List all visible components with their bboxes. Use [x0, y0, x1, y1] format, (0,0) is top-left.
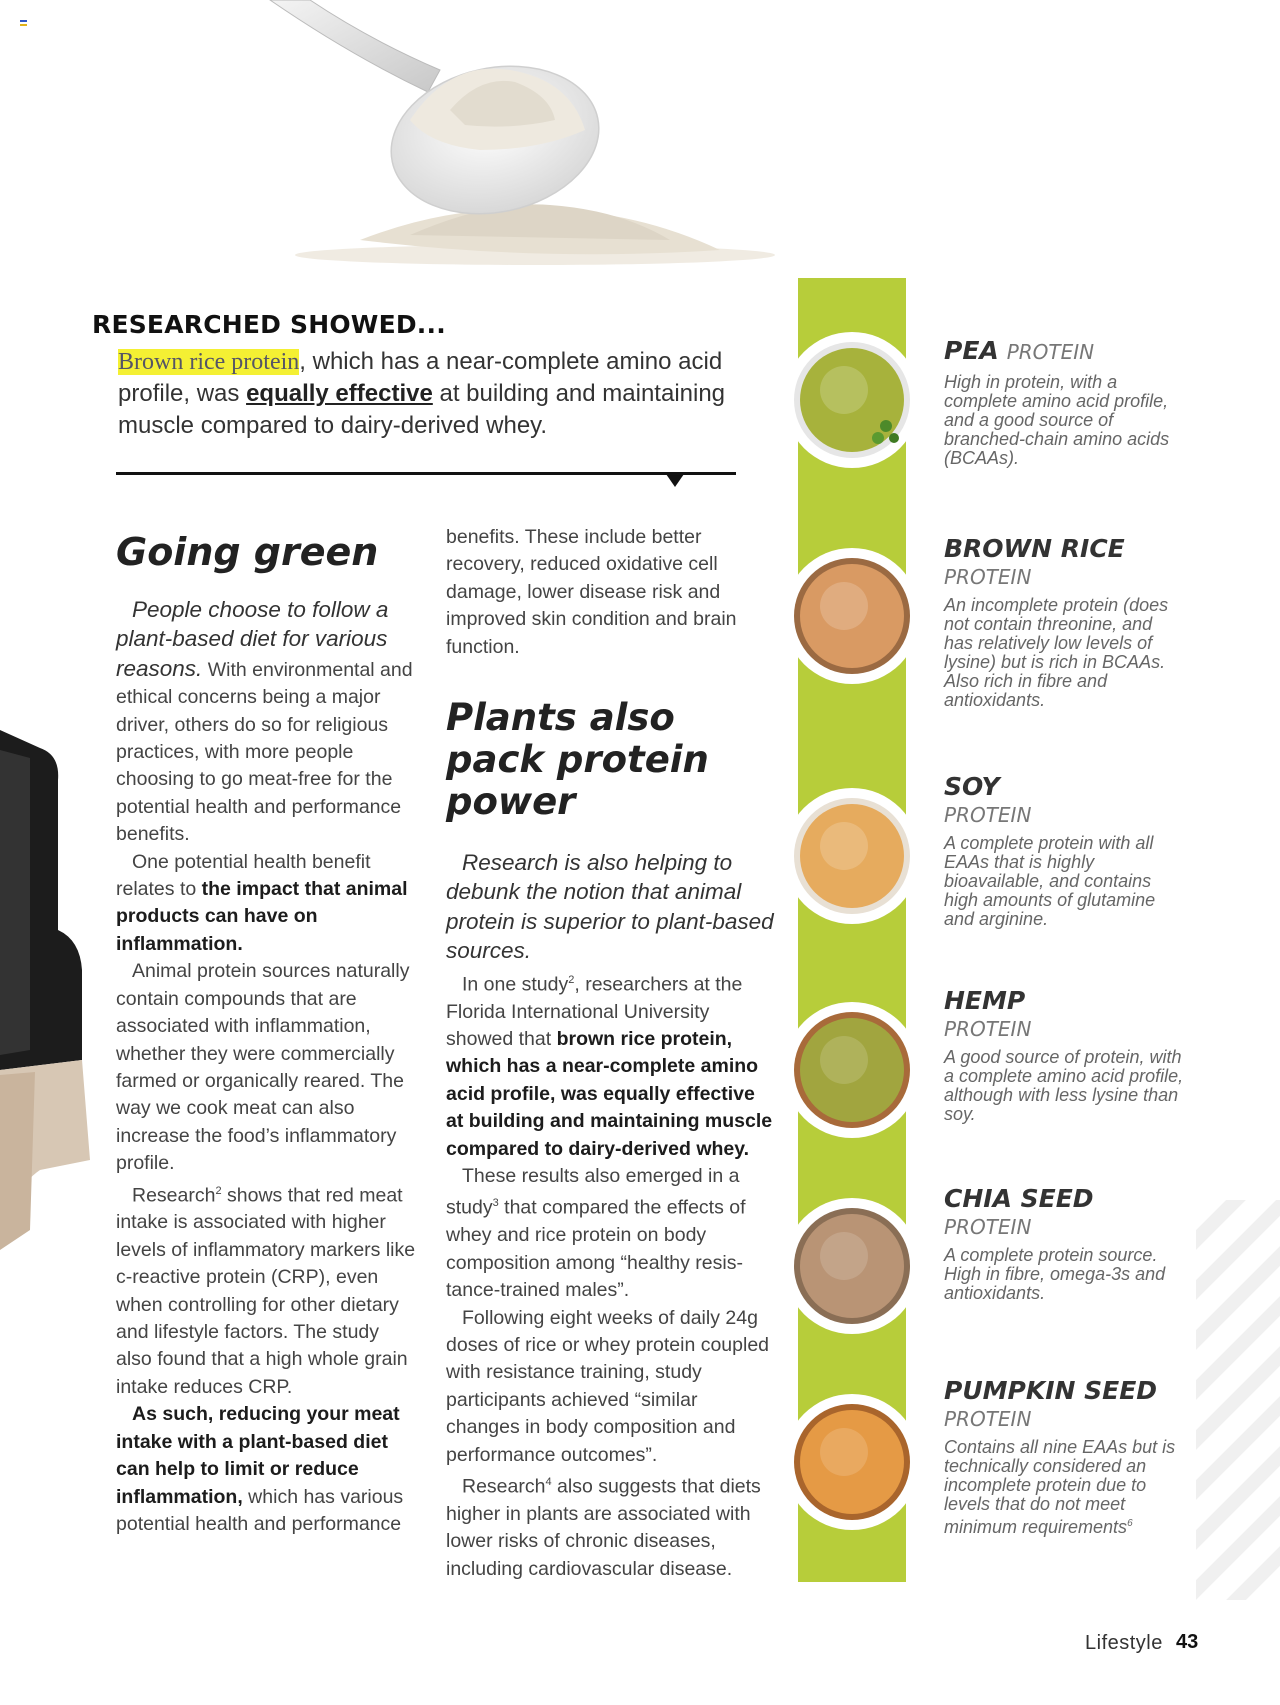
- protein-description: A complete protein with all EAAs that is highly bioavailable, and contains high amounts of glutamine and arginine.: [944, 833, 1156, 929]
- col2-p1-text-a: In one study: [462, 973, 569, 996]
- col1-paragraph-3: Animal protein sources naturally contain compounds that are associated with inflammation, whether they were commercially farmed or organically reared. The way we cook meat can also increase the food’s inflammatory profile.: [116, 960, 410, 1175]
- decorative-stripes: [1196, 1200, 1280, 1600]
- col2-p1-footnote: 2: [568, 973, 575, 986]
- protein-suffix: PROTEIN: [944, 803, 1032, 827]
- col2-p2-text-b: that compared the effects of whey and rice protein on body composition among “healthy resis-tance-trained males”.: [446, 1196, 746, 1302]
- protein-title: [944, 1376, 1184, 1432]
- down-arrow-icon: [666, 474, 684, 487]
- protein-name: HEMP: [944, 986, 1026, 1015]
- protein-item-hemp: [944, 986, 1184, 1124]
- researched-showed-body: [118, 346, 758, 442]
- researched-text-2: at building and maintaining muscle compared to dairy-derived whey.: [118, 380, 726, 439]
- col2-paragraph-3: Following eight weeks of daily 24g doses of rice or whey protein coupled with resistance training, study participants achieved “similar changes in body composition and performance outcomes”.: [446, 1306, 770, 1466]
- protein-description: A good source of protein, with a complete amino acid profile, although with less lysine than soy.: [944, 1047, 1184, 1124]
- col1-paragraph-4: [116, 1178, 416, 1402]
- chia-seed-protein-bowl-image: [782, 1196, 922, 1336]
- col2-paragraph-0: benefits. These include better recovery, reduced oxidative cell damage, lower disease risk and improved skin condition and brain function.: [446, 526, 737, 658]
- col1-p5-text: which has various potential health and performance: [116, 1485, 404, 1535]
- col1-paragraph-5: [116, 1401, 416, 1538]
- col2-p4-text-a: Research: [462, 1475, 546, 1498]
- col1-p4-text-a: Research: [132, 1184, 216, 1207]
- going-green-heading: Going green: [116, 530, 379, 574]
- protein-title: [944, 986, 1184, 1042]
- col1-p4-text-b: shows that red meat intake is associated with higher levels of inflammatory markers like c-reactive protein (CRP), even when controlling for other dietary and lifestyle factors. The study also found that a high whole grain intake reduces CRP.: [116, 1184, 416, 1398]
- col1-paragraph-1: [116, 596, 416, 849]
- col2-p2-footnote: 3: [492, 1197, 499, 1210]
- col1-p2-bold: the impact that animal products can have on inflammation.: [116, 878, 408, 955]
- col1-p1-text: With environmental and ethical concerns being a major driver, others do so for religious practices, with more people choosing to go meat-free for the potential health and performance benefits.: [116, 658, 413, 846]
- col1-p5-bold: As such, reducing your meat intake with a plant-based diet can help to limit or reduce inflammation,: [116, 1403, 400, 1508]
- pumpkin-seed-protein-bowl-image: [782, 1392, 922, 1532]
- col2-p4-footnote: 4: [545, 1475, 552, 1488]
- protein-description: [944, 1438, 1184, 1537]
- protein-title: [944, 336, 1184, 367]
- page-number: 43: [1176, 1631, 1199, 1653]
- protein-item-brown-rice: [944, 534, 1184, 710]
- col1-lead: People choose to follow a plant-based diet for various reasons.: [116, 597, 389, 681]
- protein-name: SOY: [944, 772, 1000, 801]
- protein-item-pea: [944, 336, 1184, 468]
- protein-suffix: PROTEIN: [944, 1407, 1032, 1431]
- highlighted-phrase: Brown rice protein: [118, 349, 300, 375]
- protein-description: High in protein, with a complete amino acid profile, and a good source of branched-chain amino acids (BCAAs).: [944, 372, 1170, 468]
- col2-p2-text-a: These results also emerged in a study: [446, 1165, 740, 1219]
- shaker-bottle-illustration: [0, 730, 110, 1260]
- protein-name: PUMPKIN SEED: [944, 1376, 1158, 1405]
- pea-protein-bowl-image: [782, 330, 922, 470]
- brown-rice-protein-bowl-image: [782, 546, 922, 686]
- col2-paragraph-4: [446, 1469, 776, 1583]
- protein-name: PEA: [944, 336, 999, 365]
- protein-item-chia-seed: [944, 1184, 1184, 1303]
- col2-paragraph-1: [446, 967, 776, 1163]
- divider-rule: [116, 472, 736, 475]
- protein-description: An incomplete protein (does not contain threonine, and has relatively low levels of lysine) but is rich in BCAAs. Also rich in fibre and antioxidants.: [944, 595, 1169, 710]
- col2-lead: [446, 849, 776, 967]
- plants-protein-heading: Plants also pack protein power: [446, 696, 709, 824]
- protein-scoop-illustration: [250, 0, 790, 280]
- protein-description: A complete protein source. High in fibre, omega-3s and antioxidants.: [944, 1245, 1166, 1303]
- protein-title: [944, 1184, 1184, 1240]
- protein-suffix: PROTEIN: [944, 1017, 1032, 1041]
- footer-section-name: Lifestyle: [1085, 1632, 1163, 1654]
- col2-lead-text: Research is also helping to debunk the notion that animal protein is superior to plant-based sources.: [446, 850, 774, 964]
- protein-title: [944, 534, 1184, 590]
- protein-item-pumpkin-seed: [944, 1376, 1184, 1537]
- protein-name: CHIA SEED: [944, 1184, 1094, 1213]
- protein-suffix: PROTEIN: [1006, 340, 1095, 364]
- protein-title: [944, 772, 1184, 828]
- col1-p4-footnote: 2: [215, 1184, 222, 1197]
- article-column-middle: [446, 524, 776, 1583]
- green-accent-band: [798, 278, 906, 1582]
- col2-p1-bold: brown rice protein, which has a near-complete amino acid profile, was equally effective at building and maintaining muscle compared to dairy-derived whey.: [446, 1027, 773, 1160]
- soy-protein-bowl-image: [782, 786, 922, 926]
- researched-showed-heading: RESEARCHED SHOWED...: [92, 310, 446, 339]
- protein-suffix: PROTEIN: [944, 565, 1032, 589]
- col2-p1-text-b: , researchers at the Florida International University showed that: [446, 973, 743, 1050]
- protein-description-text: Contains all nine EAAs but is technically considered an incomplete protein due to levels that do not meet minimum requirements: [944, 1437, 1176, 1537]
- protein-item-soy: [944, 772, 1184, 929]
- hemp-protein-bowl-image: [782, 1000, 922, 1140]
- corner-mark-icon: [20, 20, 27, 27]
- protein-name: BROWN RICE: [944, 534, 1125, 563]
- protein-footnote: 6: [1127, 1518, 1133, 1529]
- researched-text-1: , which has a near-complete amino acid profile, was: [118, 348, 723, 407]
- col2-paragraph-2: [446, 1163, 776, 1305]
- col1-paragraph-2: [116, 849, 416, 959]
- equally-effective-phrase: equally effective: [246, 380, 433, 407]
- protein-suffix: PROTEIN: [944, 1215, 1032, 1239]
- col1-p2-text: One potential health benefit relates to: [116, 850, 371, 901]
- col2-p4-text-b: also suggests that diets higher in plants are associated with lower risks of chronic diseases, including cardiovascular disease.: [446, 1475, 761, 1580]
- article-column-left: [116, 530, 416, 1538]
